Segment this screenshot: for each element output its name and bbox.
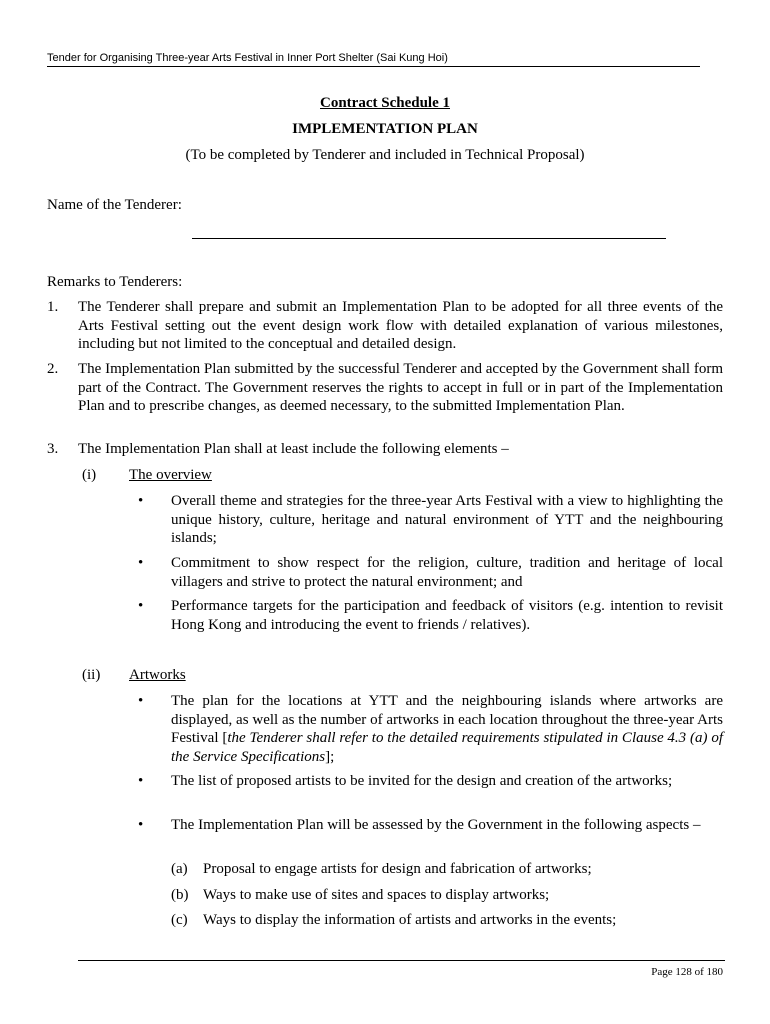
section-title-overview: The overview — [129, 467, 212, 483]
sub-item-text: Ways to make use of sites and spaces to display artworks; — [203, 887, 550, 903]
sub-item-label: (b) — [171, 887, 189, 903]
remark-number: 2. — [47, 361, 59, 377]
tenderer-name-line — [192, 238, 666, 239]
bullet-text: The list of proposed artists to be invited for the design and creation of the artworks; — [171, 773, 673, 789]
sub-item-label: (c) — [171, 912, 188, 928]
bullet-text: The Implementation Plan will be assessed by the Government in the following aspects – — [171, 817, 701, 833]
header-rule — [47, 66, 700, 67]
page-title: IMPLEMENTATION PLAN — [292, 121, 478, 137]
running-header: Tender for Organising Three-year Arts Festival in Inner Port Shelter (Sai Kung Hoi) — [47, 52, 448, 64]
bullet-marker: • — [138, 598, 144, 614]
bullet-text: Commitment to show respect for the religion, culture, tradition and heritage of local villagers and strive to protect the natural environment; and — [171, 555, 723, 590]
bullet-text: Performance targets for the participation and feedback of visitors (e.g. intention to revisit Hong Kong and introducing the event to friends / relatives). — [171, 598, 723, 633]
remark-text: The Implementation Plan shall at least include the following elements – — [78, 441, 509, 457]
footer-rule — [78, 960, 725, 961]
remark-text: The Tenderer shall prepare and submit an Implementation Plan to be adopted for all three events of the Arts Festival setting out the event design work flow with detailed explanation of various milestones, including but not limited to the conceptual and detailed design. — [78, 299, 723, 353]
bullet-text-pre: The plan for the locations at YTT and the neighbouring islands where artworks are displayed, as well as the number of artworks in each location throughout the three-year Arts Festival [ — [171, 693, 723, 747]
bullet-marker: • — [138, 693, 144, 709]
bullet-text — [171, 692, 723, 766]
bullet-marker: • — [138, 555, 144, 571]
bullet-text-italic: the Tenderer shall refer to the detailed requirements stipulated in Clause 4.3 (a) of the Service Specifications — [171, 730, 723, 765]
sub-item-text: Ways to display the information of artists and artworks in the events; — [203, 912, 617, 928]
schedule-heading: Contract Schedule 1 — [320, 95, 450, 111]
bullet-text: Overall theme and strategies for the three-year Arts Festival with a view to highlighting the unique history, culture, heritage and natural environment of YTT and the neighbouring islands; — [171, 493, 723, 547]
bullet-marker: • — [138, 773, 144, 789]
section-number: (ii) — [82, 667, 101, 683]
remark-text: The Implementation Plan submitted by the successful Tenderer and accepted by the Government shall form part of the Contract. The Government reserves the rights to accept in full or in part of the Implementation Plan and to prescribe changes, as deemed necessary, to the submitted Implementation Plan. — [78, 361, 723, 415]
section-title-artworks: Artworks — [129, 667, 186, 683]
remark-number: 3. — [47, 441, 59, 457]
sub-item-label: (a) — [171, 861, 188, 877]
bullet-marker: • — [138, 817, 144, 833]
bullet-text-post: ]; — [325, 748, 335, 765]
remark-number: 1. — [47, 299, 59, 315]
bullet-marker: • — [138, 493, 144, 509]
section-number: (i) — [82, 467, 97, 483]
tenderer-name-label: Name of the Tenderer: — [47, 197, 182, 213]
page-number: Page 128 of 180 — [651, 966, 723, 978]
sub-item-text: Proposal to engage artists for design and fabrication of artworks; — [203, 861, 592, 877]
page-subtitle: (To be completed by Tenderer and included in Technical Proposal) — [185, 147, 585, 163]
remarks-label: Remarks to Tenderers: — [47, 274, 183, 290]
